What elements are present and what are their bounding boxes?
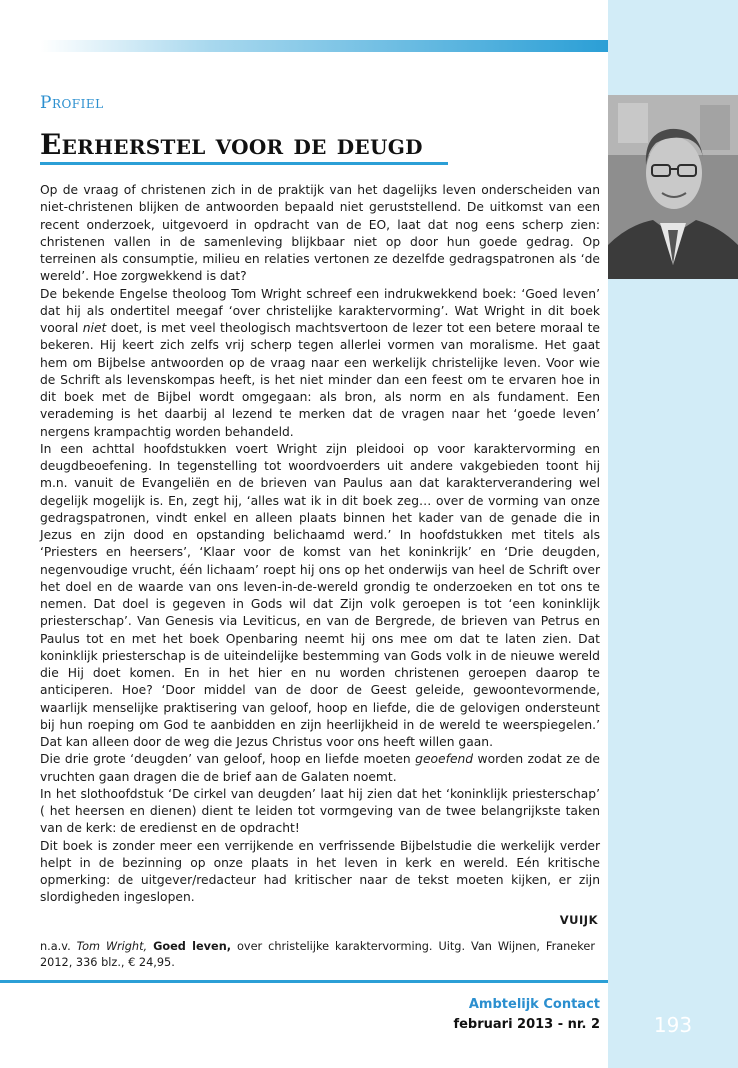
paragraph-5: In het slothoofdstuk ‘De cirkel van deugden’ laat hij zien dat het ‘koninklijk priesterschap’ ( het heersen en dienen) dient te leiden tot vormgeving van de twee belangrijkste taken van de kerk: de eredienst en de opdracht! [40, 786, 600, 836]
paragraph-2-part-b: doet, is met veel theologisch machtsvertoon de lezer tot een betere moraal te bekeren. Hij keert zich zelfs vrij scherp tegen allerlei vormen van moralisme. Het gaat hem om Bijbelse antwoorden op de vraag naar een werkelijk christelijke leven. Voor wie de Schrift als levenskompas heeft, is het niet minder dan een feest om te ervaren hoe in dit boek met de Bijbel wordt omgegaan: als bron, als norm en als fundament. Een verademing is het daarbij al lezend te merken dat de vragen naar het ‘goede leven’ nergens krampachtig worden behandeld. [40, 321, 600, 439]
biblio-book-title: Goed leven, [153, 940, 232, 953]
header-gradient-bar [40, 40, 608, 52]
biblio-details: over christelijke karaktervorming. Uitg. Van Wijnen, Franeker 2012, 336 blz., € 24,95. [40, 940, 595, 969]
paragraph-6: Dit boek is zonder meer een verrijkende en verfrissende Bijbelstudie die werkelijk verder helpt in de bezinning op onze plaats in het leven in kerk en wereld. Eén kritische opmerking: de uitgever/redacteur had kritischer naar de tekst moeten kijken, er zijn slordigheden ingeslopen. [40, 838, 600, 905]
issue-info: februari 2013 - nr. 2 [453, 1017, 600, 1032]
title-underline [40, 162, 448, 165]
paragraph-2-part-a: De bekende Engelse theoloog Tom Wright schreef een indrukwekkend boek: ‘Goed leven’ dat hij als ondertitel meegaf ‘over christelijke karaktervorming’. Wat Wright in dit boek vooral [40, 286, 600, 335]
paragraph-4-emphasis: geoefend [415, 752, 474, 767]
journal-name: Ambtelijk Contact [468, 997, 600, 1012]
section-label: Profiel [40, 93, 104, 113]
paragraph-4-part-b: worden zodat ze de vruchten gaan dragen die de brief aan de Galaten noemt. [40, 752, 600, 784]
author-signature: VUIJK [559, 913, 598, 927]
bibliography-note [40, 939, 595, 971]
biblio-author: Tom Wright, [76, 940, 148, 953]
paragraph-4 [40, 751, 600, 786]
paragraph-2 [40, 286, 600, 441]
paragraph-2-emphasis: niet [82, 321, 107, 335]
paragraph-3: In een achttal hoofdstukken voert Wright zijn pleidooi op voor karaktervorming en deugdbeoefening. In tegenstelling tot woordvoerders uit andere vakgebieden toont hij m.n. vanuit de Evangeliën en de brieven van Paulus aan dat karakterverandering wel degelijk mogelijk is. En, zegt hij, ‘alles wat ik in dit boek zeg… over de vorming van onze gedragspatronen, vindt enkel en alleen plaats binnen het kader van de genade die in Jezus en zijn dood en opstanding belichaamd werd.’ In hoofdstukken met titels als ‘Priesters en heersers’, ‘Klaar voor de komst van het koninkrijk’ en ‘Drie deugden, negenvoudige vrucht, één lichaam’ roept hij ons op het onderwijs van heel de Schrift over het doel en de waarde van ons leven-in-de-wereld grondig te onderzoeken en tot ons te nemen. Dat doel is gegeven in Gods wil dat Zijn volk geroepen is tot ‘een koninklijk priesterschap’. Van Genesis via Leviticus, en van de Bergrede, de brieven van Petrus en Paulus tot en met het boek Openbaring neemt hij ons mee om dat te laten zien. Dat koninklijk priesterschap is de uiteindelijke bestemming van Gods volk in de nieuwe wereld die Hij doet komen. En in het hier en nu worden christenen geroepen daarop te anticiperen. Hoe? ‘Door middel van de door de Geest geleide, gewoontevormende, waarlijk menselijke praktisering van geloof, hoop en liefde, die de gelovigen ondersteunt bij hun roeping om God te aanbidden en zijn heerlijkheid in de wereld te weerspiegelen.’ Dat kan alleen door de weg die Jezus Christus voor ons heeft willen gaan. [40, 441, 600, 749]
paragraph-4-part-a: Die drie grote ‘deugden’ van geloof, hoop en liefde moeten [40, 752, 416, 767]
biblio-prefix: n.a.v. [40, 940, 77, 953]
author-photo [608, 95, 738, 279]
page-number: 193 [653, 1013, 693, 1037]
article-body [40, 182, 600, 907]
portrait-image [608, 95, 738, 279]
footer-rule [0, 980, 608, 983]
article-title: Eerherstel voor de deugd [40, 128, 423, 161]
footer-block [453, 995, 600, 1035]
paragraph-1: Op de vraag of christenen zich in de praktijk van het dagelijks leven onderscheiden van niet-christenen blijken de antwoorden bepaald niet geruststellend. De uitkomst van een recent onderzoek, uitgevoerd in opdracht van de EO, laat dat nog eens scherp zien: christenen vallen in de samenleving blijkbaar niet op door hun goede gedrag. Op terreinen als consumptie, milieu en relaties vertonen ze dezelfde gedragspatronen als ‘de wereld’. Hoe zorgwekkend is dat? [40, 183, 600, 284]
